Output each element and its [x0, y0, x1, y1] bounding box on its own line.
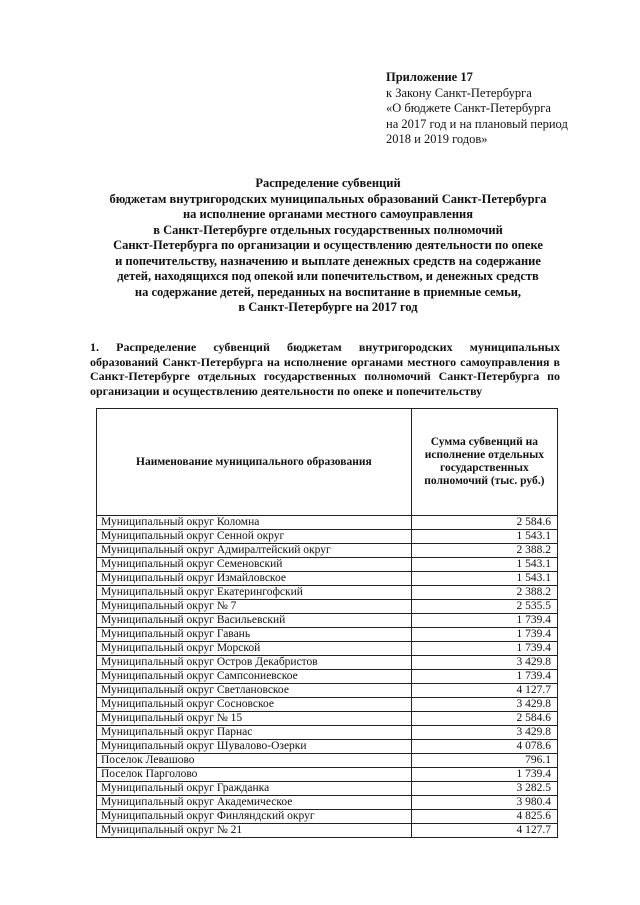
appendix-title: Приложение 17: [386, 70, 473, 84]
table-row: [97, 558, 558, 572]
title-line: и попечительству, назначению и выплате денежных средств на содержание: [115, 253, 541, 268]
section-heading: 1. Распределение субвенций бюджетам внутригородских муниципальных образований Санкт-Петербурга на исполнение органами местного самоуправления в Санкт-Петербурге отдельных государственных полномочий Санкт-Петербурга по организации и осуществлению деятельности по опеке и попечительству: [90, 340, 560, 398]
subsidy-amount: 4 825.6: [411, 810, 557, 824]
title-line: Распределение субвенций: [255, 176, 401, 190]
municipality-name: Муниципальный округ Шувалово-Озерки: [97, 740, 412, 754]
subsidy-amount: 1 739.4: [411, 614, 557, 628]
table-row: [97, 656, 558, 670]
subsidy-amount: 2 388.2: [411, 544, 557, 558]
appendix-header: [386, 70, 568, 148]
table-row: [97, 754, 558, 768]
table-row: [97, 698, 558, 712]
table-row: [97, 586, 558, 600]
table-body: [97, 516, 558, 838]
municipality-name: Муниципальный округ Гражданка: [97, 782, 412, 796]
subsidy-amount: 796.1: [411, 754, 557, 768]
subsidy-amount: 3 429.8: [411, 656, 557, 670]
subsidy-table: [96, 408, 558, 838]
table-row: [97, 810, 558, 824]
subsidy-amount: 2 388.2: [411, 586, 557, 600]
subsidy-amount: 1 543.1: [411, 572, 557, 586]
table-row: [97, 712, 558, 726]
municipality-name: Муниципальный округ Семеновский: [97, 558, 412, 572]
title-line: детей, находящихся под опекой или попечительством, и денежных средств: [117, 269, 539, 283]
municipality-name: Муниципальный округ Морской: [97, 642, 412, 656]
table-row: [97, 572, 558, 586]
municipality-name: Муниципальный округ № 15: [97, 712, 412, 726]
subsidy-amount: 1 739.4: [411, 670, 557, 684]
municipality-name: Муниципальный округ Парнас: [97, 726, 412, 740]
municipality-name: Муниципальный округ Светлановское: [97, 684, 412, 698]
table-row: [97, 642, 558, 656]
title-line: в Санкт-Петербурге отдельных государственных полномочий: [153, 222, 503, 237]
table-row: [97, 600, 558, 614]
appendix-line: на 2017 год и на плановый период: [386, 116, 568, 131]
column-header-name: Наименование муниципального образования: [97, 409, 412, 516]
municipality-name: Муниципальный округ Сенной округ: [97, 530, 412, 544]
subsidy-amount: 3 429.8: [411, 726, 557, 740]
municipality-name: Муниципальный округ Академическое: [97, 796, 412, 810]
municipality-name: Муниципальный округ Васильевский: [97, 614, 412, 628]
municipality-name: Поселок Левашово: [97, 754, 412, 768]
subsidy-amount: 1 543.1: [411, 558, 557, 572]
table-row: [97, 726, 558, 740]
subsidy-amount: 1 543.1: [411, 530, 557, 544]
subsidy-amount: 1 739.4: [411, 642, 557, 656]
title-line: на содержание детей, переданных на воспитание в приемные семьи,: [134, 284, 522, 299]
subsidy-amount: 2 535.5: [411, 600, 557, 614]
document-title: [96, 176, 560, 316]
municipality-name: Муниципальный округ Сампсониевское: [97, 670, 412, 684]
table-row: [97, 628, 558, 642]
table-header-row: [97, 409, 558, 516]
column-header-sum: Сумма субвенций на исполнение отдельных государственных полномочий (тыс. руб.): [411, 409, 557, 516]
municipality-name: Муниципальный округ Коломна: [97, 516, 412, 530]
table-row: [97, 516, 558, 530]
subsidy-amount: 2 584.6: [411, 516, 557, 530]
municipality-name: Муниципальный округ Финляндский округ: [97, 810, 412, 824]
subsidy-amount: 3 429.8: [411, 698, 557, 712]
table-row: [97, 740, 558, 754]
subsidy-amount: 4 127.7: [411, 824, 557, 838]
municipality-name: Муниципальный округ Адмиралтейский округ: [97, 544, 412, 558]
appendix-line: «О бюджете Санкт-Петербурга: [386, 101, 551, 115]
appendix-line: к Закону Санкт-Петербурга: [386, 85, 532, 100]
title-line: на исполнение органами местного самоуправления: [182, 207, 473, 221]
municipality-name: Поселок Парголово: [97, 768, 412, 782]
municipality-name: Муниципальный округ Сосновское: [97, 698, 412, 712]
title-line: бюджетам внутригородских муниципальных образований Санкт-Петербурга: [109, 191, 547, 206]
subsidy-amount: 4 127.7: [411, 684, 557, 698]
municipality-name: Муниципальный округ Екатерингофский: [97, 586, 412, 600]
municipality-name: Муниципальный округ Измайловское: [97, 572, 412, 586]
subsidy-amount: 4 078.6: [411, 740, 557, 754]
subsidy-amount: 1 739.4: [411, 628, 557, 642]
municipality-name: Муниципальный округ Гавань: [97, 628, 412, 642]
subsidy-amount: 3 980.4: [411, 796, 557, 810]
municipality-name: Муниципальный округ Остров Декабристов: [97, 656, 412, 670]
table-row: [97, 768, 558, 782]
subsidy-amount: 2 584.6: [411, 712, 557, 726]
appendix-line: 2018 и 2019 годов»: [386, 132, 488, 146]
table-row: [97, 824, 558, 838]
municipality-name: Муниципальный округ № 21: [97, 824, 412, 838]
table-row: [97, 544, 558, 558]
municipality-name: Муниципальный округ № 7: [97, 600, 412, 614]
subsidy-amount: 3 282.5: [411, 782, 557, 796]
subsidy-amount: 1 739.4: [411, 768, 557, 782]
table-row: [97, 684, 558, 698]
table-row: [97, 530, 558, 544]
table-row: [97, 782, 558, 796]
table-row: [97, 614, 558, 628]
title-line: Санкт-Петербурга по организации и осуществлению деятельности по опеке: [113, 238, 543, 252]
table-row: [97, 796, 558, 810]
table-row: [97, 670, 558, 684]
title-line: в Санкт-Петербурге на 2017 год: [238, 300, 418, 314]
